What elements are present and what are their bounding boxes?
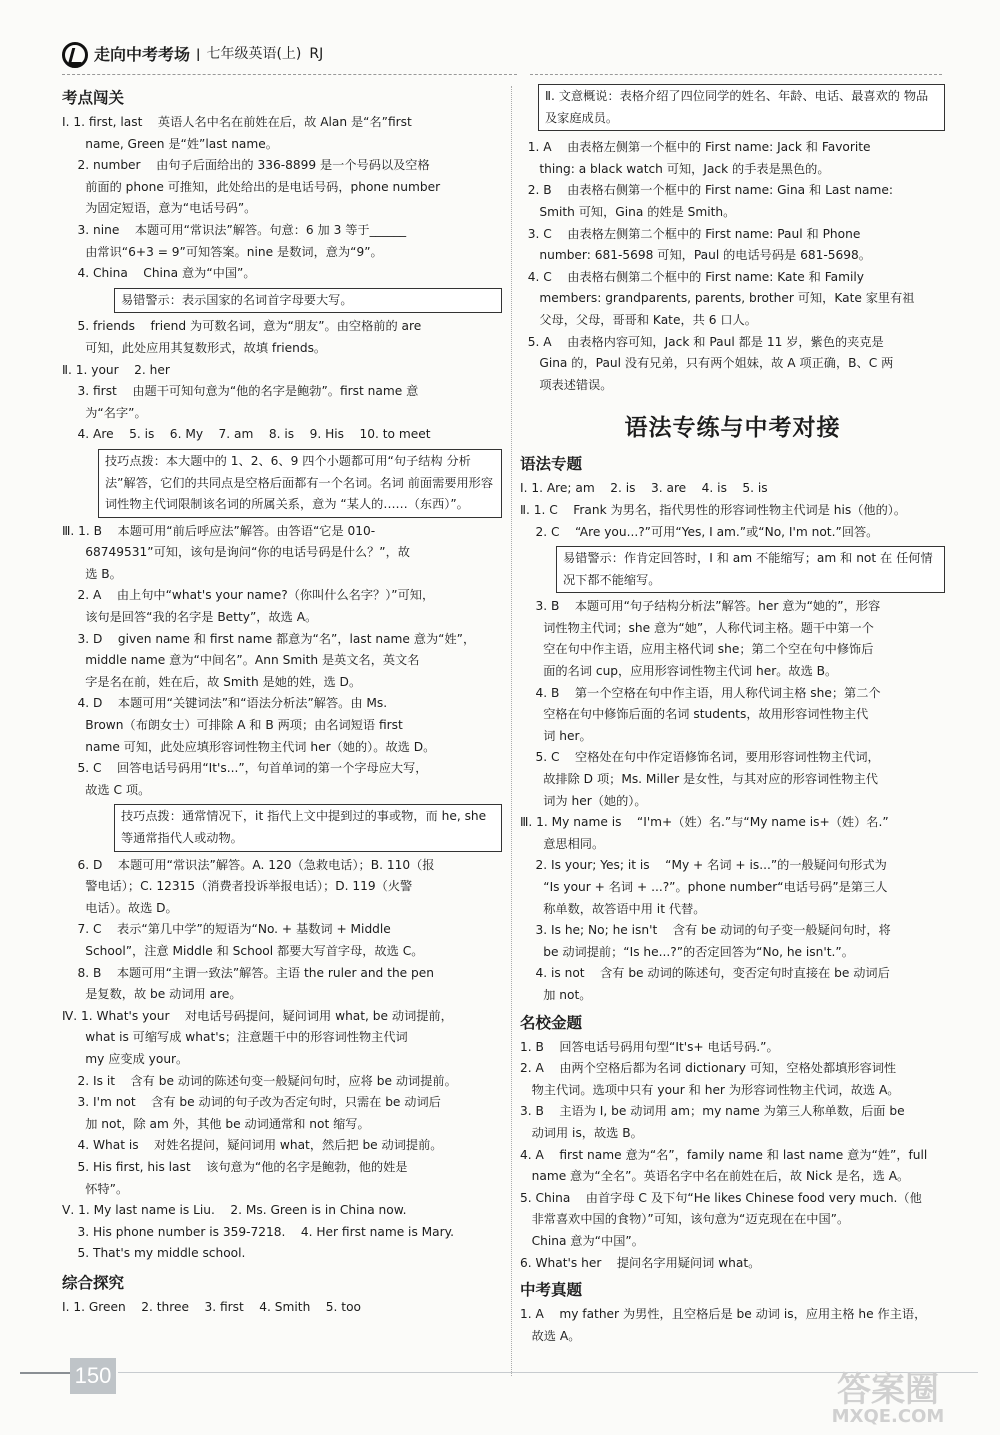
summary-box: Ⅱ. 文意概说：表格介绍了四位同学的姓名、年龄、电话、最喜欢的 物品及家庭成员。: [538, 84, 945, 131]
answer-item: 4. C 由表格右侧第二个框中的 First name: Kate 和 Family members: grandparents, parents, brother 可知，Kate 家里有祖 父母，父母，哥哥和 Kate，共 6 口人。: [527, 269, 915, 327]
answer-item: 2. A 由两个空格后都为名词 dictionary 可知，空格处都填形容词性 物主代词。选项中只有 your 和 her 为形容词性物主代词，故选 A。: [520, 1061, 900, 1097]
answer-item: 5. His first, his last 该句意为“他的名字是鲍勃，他的姓是 怀特”。: [77, 1159, 408, 1196]
answer-item: 1. A 由表格左侧第一个框中的 First name: Jack 和 Favorite thing: a black watch 可知，Jack 的手表是黑色的。: [527, 140, 871, 176]
answer-list: [520, 478, 945, 543]
answer-item: 2. Is your; Yes; it is “My + 名词 + is...”的一般疑问句形式为 “Is your + 名词 + ...?”。phone number“电话号码”是第三人 称单数，故答语中用 it 代替。: [535, 858, 888, 916]
answer-item: 5. C 空格处在句中作定语修饰名词，要用形容词性物主代词， 故排除 D 项；Ms. Miller 是女性，与其对应的形容词性物主代 词为 her（她的）。: [535, 750, 880, 808]
answer-item: 3. B 本题可用“句子结构分析法”解答。her 意为“她的”，形容 词性物主代词；she 意为“她”，人称代词主格。题干中第一个 空在句中作主语，应用主格代词 she；第二个空在句中修饰后 面的名词 cup，应用形容词性物主代词 her。故选 B。: [535, 599, 881, 679]
answer-item: 1. A my father 为男性，且空格后是 be 动词 is，应用主格 he 作主语， 故选 A。: [520, 1307, 927, 1343]
answer-item: Ⅰ. 1. Green 2. three 3. first 4. Smith 5. too: [62, 1299, 361, 1314]
answer-item: 4. China China 意为“中国”。: [62, 266, 256, 281]
page-number: 150: [70, 1358, 116, 1394]
answer-item: 4. B 第一个空格在句中作主语，用人称代词主格 she；第二个 空格在句中修饰后面的名词 students，故用形容词性物主代 词 her。: [535, 685, 881, 743]
answer-item: 6. What's her 提问名字用疑问词 what。: [520, 1255, 761, 1270]
footer-rule-left: [20, 1372, 70, 1374]
answer-item: Ⅰ. 1. Are; am 2. is 3. are 4. is 5. is: [520, 481, 768, 496]
header-divider-left: [62, 74, 517, 75]
answer-list: [62, 855, 502, 1265]
answer-item: Ⅰ. 1. first, last 英语人名中名在前姓在后，故 Alan 是“名”first name, Green 是“姓”last name。: [62, 115, 412, 151]
answer-list: [62, 1297, 502, 1319]
watermark-title: 答案圈: [837, 1370, 939, 1410]
series-title: 走向中考考场: [94, 45, 191, 65]
answer-item: 5. C 回答电话号码用“It's...”，句首单词的第一个字母应大写， 故选 C 项。: [77, 761, 428, 797]
answer-item: 4. A first name 意为“名”，family name 和 last name 意为“姓”，full name 意为“全名”。英语名字中名在前姓在后，故 Nick 是名，选 A。: [520, 1147, 928, 1184]
title-separator: |: [196, 47, 201, 62]
logo-icon: [62, 42, 88, 68]
answer-item: Ⅲ. 1. B 本题可用“前后呼应法”解答。由答语“它是 010- 68749531”可知，该句是询问“你的电话号码是什么？”，故 选 B。: [62, 523, 410, 581]
header-divider-right: [530, 74, 942, 75]
left-column: [62, 84, 502, 1318]
answer-item: 2. B 由表格右侧第一个框中的 First name: Gina 和 Last name: Smith 可知，Gina 的姓是 Smith。: [527, 183, 893, 219]
tip-box: 易错警示：表示国家的名词首字母要大写。: [114, 288, 502, 314]
book-subtitle: 七年级英语(上): [206, 46, 302, 63]
section-heading: 考点闯关: [62, 89, 125, 107]
edition-label: RJ: [309, 46, 324, 63]
chapter-title: 语法专练与中考对接: [624, 415, 841, 442]
right-column: [520, 84, 945, 1347]
section-heading: 综合探究: [62, 1273, 125, 1292]
answer-item: 3. nine 本题可用“常识法”解答。句意：6 加 3 等于______ 由常识“6+3 = 9”可知答案。nine 是数词，意为“9”。: [77, 222, 407, 259]
answer-item: 7. C 表示“第几中学”的短语为“No. + 基数词 + Middle School”，注意 Middle 和 School 都要大写首字母，故选 C。: [77, 922, 424, 958]
answer-item: 2. Is it 含有 be 动词的陈述句变一般疑问句时，应将 be 动词提前。: [62, 1073, 457, 1088]
answer-item: 2. number 由句子后面给出的 336-8899 是一个号码以及空格 前面的 phone 可推知，此处给出的是电话号码，phone number 为固定短语，意为“电话号码”。: [77, 158, 441, 216]
answer-item: 8. B 本题可用“主谓一致法”解答。主语 the ruler and the pen 是复数，故 be 动词用 are。: [77, 965, 435, 1002]
section-heading: 中考真题: [520, 1281, 583, 1300]
answer-item: 4. Are 5. is 6. My 7. am 8. is 9. His 10. to meet: [62, 427, 431, 442]
answer-list: [520, 137, 945, 396]
answer-list: [520, 1037, 945, 1275]
watermark-url: MXQE.COM: [831, 1406, 945, 1427]
answer-item: Ⅱ. 1. your 2. her: [62, 362, 170, 377]
answer-item: Ⅲ. 1. My name is “I'm+（姓）名.”与“My name is+（姓）名.” 意思相同。: [520, 815, 889, 851]
section-heading: 名校金题: [520, 1013, 583, 1032]
section-heading: 语法专题: [520, 455, 583, 474]
answer-item: Ⅴ. 1. My last name is Liu. 2. Ms. Green is in China now.: [62, 1203, 407, 1218]
answer-item: Ⅳ. 1. What's your 对电话号码提问，疑问词用 what, be 动词提前， what is 可缩写成 what's；注意题干中的形容词性物主代词 my 应变成 your。: [62, 1008, 453, 1066]
answer-item: 2. C “Are you...?”可用“Yes, I am.”或“No, I'm not.”回答。: [520, 524, 879, 539]
tip-box: 易错警示：作肯定回答时，I 和 am 不能缩写；am 和 not 在 任何情况下都不能缩写。: [556, 546, 945, 593]
answer-item: 5. friends friend 为可数名词，意为“朋友”。由空格前的 are 可知，此处应用其复数形式，故填 friends。: [77, 319, 422, 355]
answer-item: 4. What is 对姓名提问，疑问词用 what，然后把 be 动词提前。: [62, 1138, 443, 1153]
answer-item: 3. C 由表格左侧第二个框中的 First name: Paul 和 Phone number: 681-5698 可知，Paul 的电话号码是 681-5698。: [527, 226, 871, 263]
answer-item: 4. D 本题可用“关键词法”和“语法分析法”解答。由 Ms. Brown（布朗女士）可排除 A 和 B 两项；由名词短语 first name 可知，此处应填形容词性物主代词 her（她的）。故选 D。: [77, 696, 436, 754]
answer-item: 2. A 由上句中“what's your name?（你叫什么名字？）”可知， 该句是回答“我的名字是 Betty”，故选 A。: [77, 588, 435, 625]
answer-item: 6. D 本题可用“常识法”解答。A. 120（急救电话）；B. 110（报 警电话）；C. 12315（消费者投诉举报电话）；D. 119（火警 电话）。故选 D。: [77, 857, 435, 915]
watermark: [798, 1370, 978, 1427]
column-divider: [511, 86, 512, 1376]
answer-list: [520, 1304, 945, 1347]
answer-list: [62, 316, 502, 446]
answer-item: 5. A 由表格内容可知，Jack 和 Paul 都是 11 岁，紫色的夹克是 Gina 的，Paul 没有兄弟，只有两个姐妹，故 A 项正确，B、C 两 项表述错误。: [527, 334, 894, 392]
answer-item: 5. That's my middle school.: [62, 1246, 246, 1261]
answer-item: 3. I'm not 含有 be 动词的句子改为否定句时，只需在 be 动词后 加 not，除 am 外，其他 be 动词通常和 not 缩写。: [77, 1095, 441, 1131]
answer-item: 4. is not 含有 be 动词的陈述句，变否定句时直接在 be 动词后 加 not。: [535, 966, 890, 1002]
answer-item: 3. His phone number is 359-7218. 4. Her first name is Mary.: [62, 1224, 455, 1239]
answer-item: 3. D given name 和 first name 都意为“名”，last name 意为“姓”， middle name 意为“中间名”。Ann Smith 是英文名，英文名 字是名在前，姓在后，故 Smith 是她的姓，选 D。: [77, 631, 476, 689]
tip-box: 技巧点拨：本大题中的 1、2、6、9 四个小题都可用“句子结构 分析法”解答，它们的共同点是空格后面都有一个名词。名词 前面需要用形容词性物主代词限制该名词的所属关系，意为 “某人的……（东西）”。: [98, 449, 502, 518]
tip-box: 技巧点拨：通常情况下，it 指代上文中提到过的事或物，而 he, she 等通常指代人或动物。: [114, 804, 502, 851]
answer-list: [62, 112, 502, 285]
page-header: [62, 42, 323, 68]
answer-item: 3. B 主语为 I, be 动词用 am；my name 为第三人称单数，后面 be 动词用 is，故选 B。: [520, 1104, 905, 1140]
answer-item: 1. B 回答电话号码用句型“It's+ 电话号码.”。: [520, 1039, 779, 1054]
answer-item: 3. first 由题干可知句意为“他的名字是鲍勃”。first name 意 为“名字”。: [77, 384, 419, 420]
answer-item: 5. China 由首字母 C 及下句“He likes Chinese food very much.（他 非常喜欢中国的食物）”可知，该句意为“迈克现在在中国”。 China 意为“中国”。: [520, 1190, 922, 1248]
answer-item: Ⅱ. 1. C Frank 为男名，指代男性的形容词性物主代词是 his（他的）。: [520, 502, 907, 517]
answer-list: [520, 596, 945, 1006]
answer-list: [62, 521, 502, 802]
answer-item: 3. Is he; No; he isn't 含有 be 动词的句子变一般疑问句时，将 be 动词提前；“Is he...?”的否定回答为“No, he isn't.”。: [535, 923, 891, 959]
